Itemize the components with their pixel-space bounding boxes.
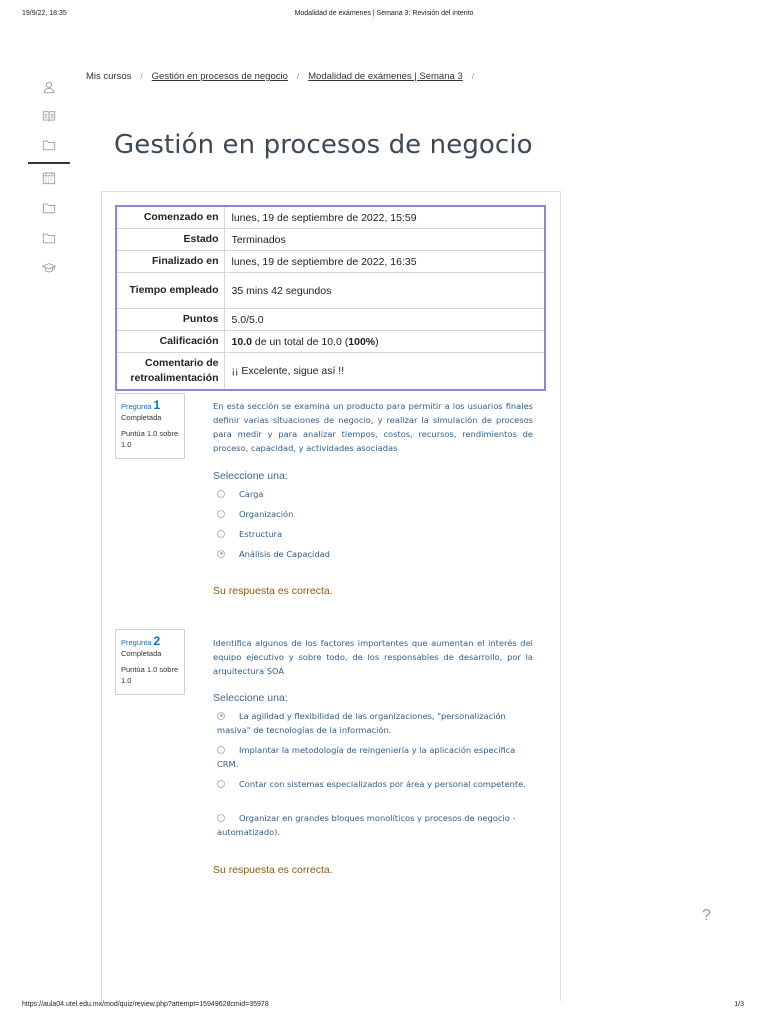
question-state: Completada [121,649,162,658]
question-grade: Puntúa 1.0 sobre 1.0 [121,429,179,449]
summary-value: lunes, 19 de septiembre de 2022, 16:35 [224,251,545,273]
folder-icon[interactable] [28,223,70,253]
print-header [0,10,768,22]
question-grade: Puntúa 1.0 sobre 1.0 [121,665,179,685]
radio-button[interactable] [217,490,225,498]
print-page-number: 1/3 [734,1001,744,1008]
answer-option-label: Organizar en grandes bloques monolíticos y procesos de negocio - automatizado). [217,813,516,837]
page-title: Gestión en procesos de negocio [114,130,533,160]
answer-option-label: Implantar la metodología de reingeniería y la aplicación específica CRM. [217,745,516,769]
print-title: Modalidad de exámenes | Semana 3: Revisión del intento [294,10,474,17]
answer-prompt: Seleccione una: [213,692,288,704]
question-text: Identifica algunos de los factores importantes que aumentan el interés del equipo ejecutivo y sobre todo, de los responsables de desarrollo, por la arquitectura SOA [213,638,533,676]
breadcrumb-quiz[interactable]: Modalidad de exámenes | Semana 3 [308,71,463,82]
question-number-value: 1 [153,398,161,412]
question-info-box [115,629,185,695]
calendar-icon[interactable] [28,163,70,193]
summary-row-marks [116,309,545,331]
answer-option-label: Análisis de Capacidad [239,549,330,559]
answer-feedback: Su respuesta es correcta. [213,585,333,597]
summary-label: Finalizado en [116,251,224,273]
answer-option[interactable] [217,527,535,541]
breadcrumb-separator: / [296,72,300,81]
radio-button-checked[interactable] [217,712,225,720]
user-icon[interactable] [28,72,70,102]
summary-label: Comenzado en [116,206,224,229]
question-info-box [115,393,185,459]
question-text: En esta sección se examina un producto para permitir a los usuarios finales definir varias situaciones de negocio, y realizar la simulación de procesos para medir y para analizar tiempos, costos, recursos, rendimientos de proceso, capacidad, y actividades asociadas [213,401,533,453]
question-label: Pregunta [121,638,152,647]
answer-option-selected[interactable] [217,547,535,561]
answer-option-label: Carga [239,489,264,499]
summary-row-started [116,206,545,229]
answer-option-label: Organización [239,509,294,519]
breadcrumb-separator: / [471,72,474,81]
answer-option[interactable] [217,777,535,791]
graduation-cap-icon[interactable] [28,253,70,283]
answer-option[interactable] [217,507,535,521]
summary-label: Estado [116,229,224,251]
question-number [121,636,179,648]
summary-value: ¡¡ Excelente, sigue así !! [231,365,345,377]
summary-row-grade [116,331,545,353]
breadcrumb [86,71,483,82]
summary-row-feedback [116,353,545,391]
summary-row-time-taken [116,273,545,309]
grade-value: 10.0 [231,335,252,348]
grade-text-end: ) [375,335,379,348]
radio-button[interactable] [217,780,225,788]
print-footer [0,1001,768,1013]
radio-button-checked[interactable] [217,550,225,558]
answer-option[interactable] [217,487,535,501]
summary-value: 5.0/5.0 [224,309,545,331]
help-icon[interactable]: ? [702,907,711,924]
summary-label: Calificación [116,331,224,353]
breadcrumb-separator: / [140,72,143,81]
answer-option[interactable] [217,743,535,771]
question-number [121,400,179,412]
answer-prompt: Seleccione una: [213,470,288,482]
radio-button[interactable] [217,746,225,754]
print-url: https://aula04.utel.edu.mx/mod/quiz/review.php?attempt=15949628cmid=35978 [22,1001,269,1008]
answer-feedback: Su respuesta es correcta. [213,864,333,876]
attempt-summary-table [115,205,546,391]
summary-value: lunes, 19 de septiembre de 2022, 15:59 [224,206,545,229]
breadcrumb-course[interactable]: Gestión en procesos de negocio [151,71,288,82]
question-state: Completada [121,413,162,422]
summary-label: Puntos [116,309,224,331]
book-icon[interactable] [28,101,70,131]
summary-row-finished [116,251,545,273]
answer-option-label: Estructura [239,529,283,539]
grade-text: de un total de 10.0 ( [251,335,349,348]
summary-label: Tiempo empleado [116,273,224,309]
print-datetime: 19/9/22, 18:35 [22,10,67,17]
grade-percentage: 100% [348,335,376,348]
radio-button[interactable] [217,530,225,538]
summary-row-state [116,229,545,251]
answer-option[interactable] [217,811,535,839]
summary-value: Terminados [224,229,545,251]
answer-option-label: La agilidad y flexibilidad de las organizaciones, "personalización masiva" de tecnologías de la información. [217,711,506,735]
answer-option-label: Contar con sistemas especializados por área y personal competente. [239,779,526,789]
summary-value: 35 mins 42 segundos [224,273,545,309]
summary-label: Comentario de retroalimentación [116,353,224,391]
radio-button[interactable] [217,814,225,822]
radio-button[interactable] [217,510,225,518]
folder-icon[interactable] [28,130,70,160]
answer-option-selected[interactable] [217,709,535,737]
summary-value [224,331,545,353]
folder-icon[interactable] [28,193,70,223]
question-number-value: 2 [153,634,161,648]
question-label: Pregunta [121,402,152,411]
breadcrumb-my-courses[interactable]: Mis cursos [86,71,132,82]
